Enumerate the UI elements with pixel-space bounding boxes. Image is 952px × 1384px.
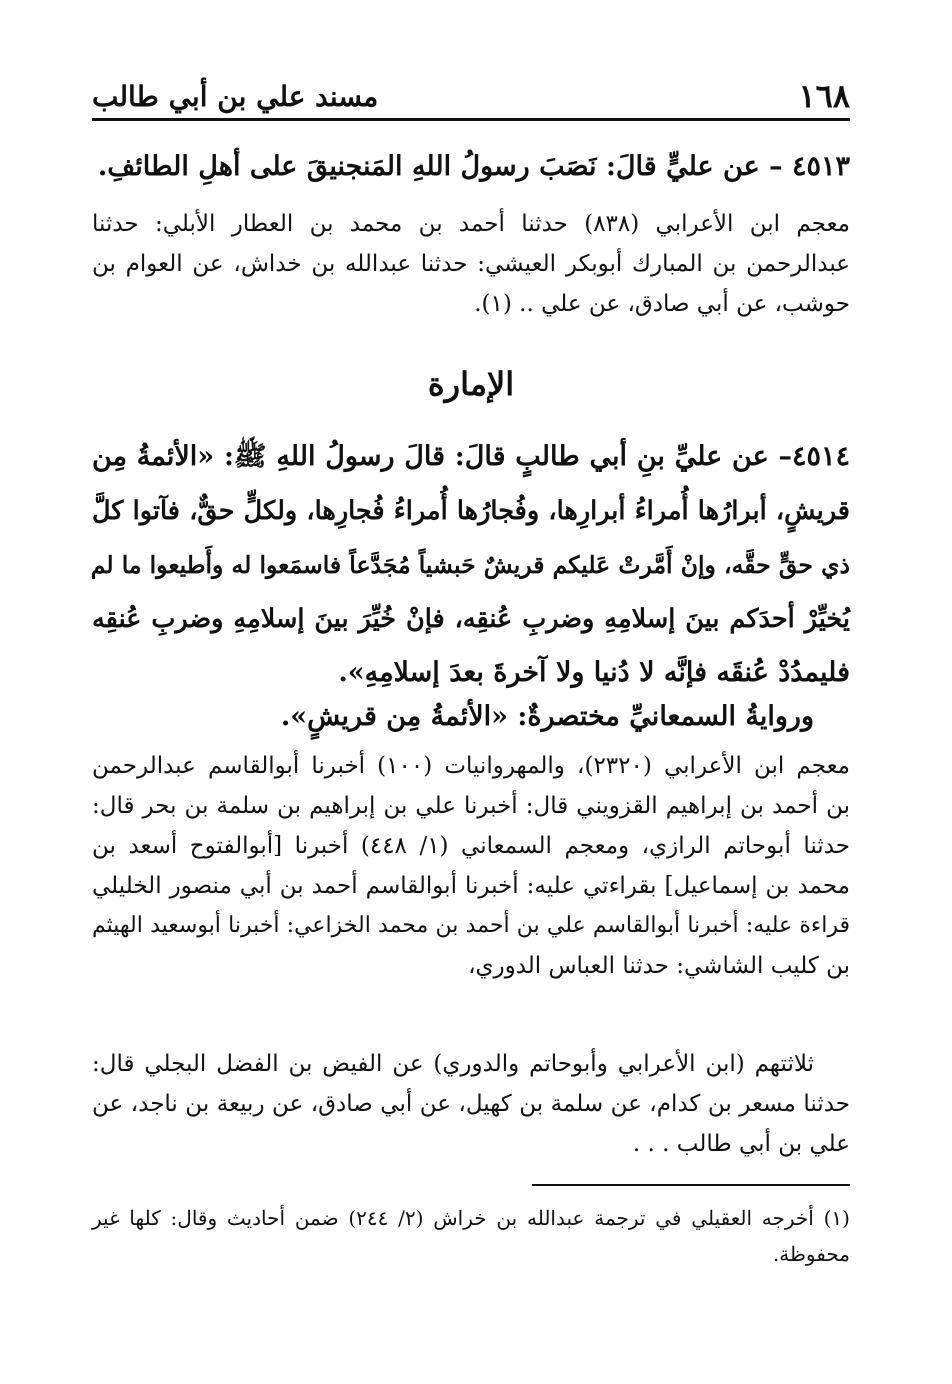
text-line: حدثنا أبوحاتم الرازي، ومعجم السمعاني (١/ ٤٤٨) أخبرنا [أبوالفتوح أسعد بن	[92, 833, 850, 859]
text-line: علي بن أبي طالب . . .	[632, 1131, 850, 1157]
text-line: محمد بن إسماعيل] بقراءتي عليه: أخبرنا أبوالقاسم أحمد بن أبي منصور الخليلي	[92, 873, 850, 899]
text-line: قريشٍ، أبرارُها أُمراءُ أبرارِها، وفُجارُها أُمراءُ فُجارِها، ولكلٍّ حقٌّ، فآتوا كلَّ	[92, 496, 850, 526]
text-line: بن كليب الشاشي: حدثنا العباس الدوري،	[468, 953, 850, 979]
text-line: ثلاثتهم (ابن الأعرابي وأبوحاتم والدوري) عن الفيض بن الفضل البجلي قال:	[92, 1051, 814, 1077]
text-line: يُخيِّرْ أحدَكم بينَ إسلامِهِ وضربِ عُنقِه، فإنْ خُيِّرَ بينَ إسلامِهِ وضربِ عُنقِه	[92, 604, 850, 634]
text-line: بن أحمد بن إبراهيم القزويني قال: أخبرنا علي بن إبراهيم بن سلمة بن بحر قال:	[92, 793, 850, 819]
text-line: فليمدُدْ عُنقَه فإنَّه لا دُنيا ولا آخرةَ بعدَ إسلامِهِ».	[338, 657, 850, 688]
hadith-4513	[92, 140, 850, 194]
page-number: ١٦٨	[798, 77, 850, 115]
text-line: حدثنا مسعر بن كدام، عن سلمة بن كهيل، عن أبي صادق، عن ربيعة بن ناجد، عن	[92, 1091, 850, 1117]
footnote-divider	[532, 1184, 850, 1186]
text-line: ٤٥١٤– عن عليِّ بنِ أبي طالبٍ قالَ: قالَ رسولُ اللهِ ﷺ: «الأئمةُ مِن	[92, 441, 850, 472]
running-header	[92, 62, 850, 121]
text-line: حوشب، عن أبي صادق، عن علي .. (١).	[474, 291, 850, 317]
chain-4514	[92, 1044, 850, 1164]
source-4513	[92, 204, 850, 324]
text-line: (١) أخرجه العقيلي في ترجمة عبدالله بن خراش (٢/ ٢٤٤) ضمن أحاديث وقال: كلها غير	[92, 1206, 850, 1230]
running-title: مسند علي بن أبي طالب	[92, 80, 379, 113]
text-line: ٤٥١٣ – عن عليٍّ قالَ: نَصَبَ رسولُ اللهِ المَنجنيقَ على أهلِ الطائفِ.	[97, 151, 850, 182]
text-line: معجم ابن الأعرابي (٢٣٢٠)، والمهروانيات (١٠٠) أخبرنا أبوالقاسم عبدالرحمن	[92, 753, 850, 779]
text-line: وروايةُ السمعانيِّ مختصرةٌ: «الأئمةُ مِن قريشٍ».	[280, 701, 814, 732]
text-line: عبدالرحمن بن المبارك أبوبكر العيشي: حدثنا عبدالله بن خداش، عن العوام بن	[92, 251, 850, 277]
section-heading: الإمارة	[427, 365, 515, 403]
footnote	[92, 1200, 850, 1272]
source-4514	[92, 746, 850, 986]
samani-note	[92, 690, 850, 744]
text-line: محفوظة.	[772, 1242, 850, 1266]
text-line: ذي حقٍّ حقَّه، وإنْ أَمَّرتْ عَليكم قريشٌ حَبشياً مُجَدَّعاً فاسمَعوا له وأَطيعوا ما لم	[90, 551, 850, 579]
text-line: قراءة عليه: أخبرنا أبوالقاسم علي بن أحمد بن محمد الخزاعي: أخبرنا أبوسعيد الهيثم	[92, 913, 850, 938]
text-line: معجم ابن الأعرابي (٨٣٨) حدثنا أحمد بن محمد بن العطار الأبلي: حدثنا	[92, 211, 850, 237]
hadith-4514	[92, 430, 850, 700]
